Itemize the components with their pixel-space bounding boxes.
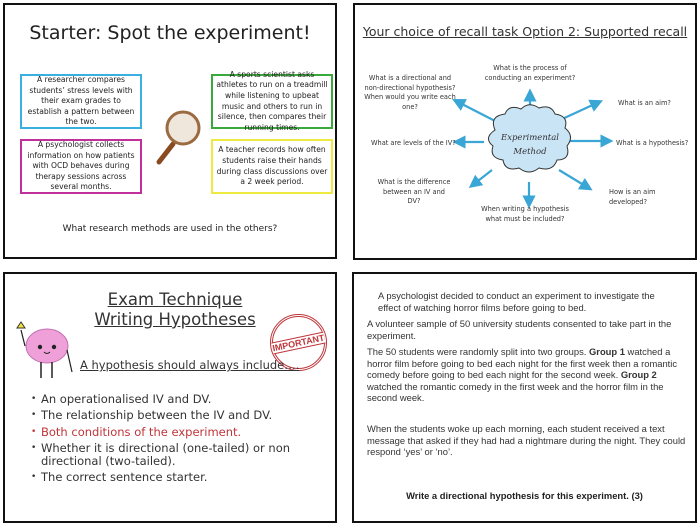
title-line2: Writing Hypotheses: [94, 310, 256, 329]
prompt-hypothesis: What is a hypothesis?: [616, 139, 689, 147]
design-part: The 50 students were randomly split into two groups.: [367, 346, 589, 357]
arrow-upper-left: [458, 102, 497, 122]
slide-title: [65, 290, 285, 330]
subtitle: A hypothesis should always include….: [80, 358, 300, 372]
prompt-levels: What are levels of the IV?: [371, 139, 456, 147]
center-label: [485, 131, 575, 159]
magnifying-glass-icon: [153, 108, 205, 166]
prompt-aim: What is an aim?: [618, 99, 671, 107]
scenario-box-experiment: A sports scientist asks athletes to run on a treadmill while listening to upbeat music and others to run in silence, then compares their running times.: [211, 74, 333, 129]
bullet-item: • The correct sentence starter.: [31, 471, 331, 484]
bullet-item: • Whether it is directional (one-tailed) or non directional (two-tailed).: [31, 442, 331, 468]
slide-exam-technique: [3, 272, 337, 523]
stamp-text: IMPORTANT: [271, 332, 326, 353]
prompt-directional: What is a directional and non-directional hypothesis? When would you write each one?: [364, 74, 456, 111]
design-part: watched a horror film before going to bed each night for the first week then a romantic comedy before going to bed each night for the second week.: [367, 346, 678, 381]
center-label-line2: Method: [513, 147, 547, 157]
intro-text: A psychologist decided to conduct an experiment to investigate the effect of watching horror films before going to bed.: [378, 290, 655, 313]
measure-text: When the students woke up each morning, each student received a text message that asked if they had had a nightmare during the night. They could respond ‘yes’ or ‘no’.: [367, 423, 686, 458]
slide-starter: [3, 3, 337, 259]
scenario-box-correlation: A researcher compares students’ stress levels with their exam grades to establish a pattern between the two.: [20, 74, 142, 129]
title-line1: Exam Technique: [107, 290, 243, 309]
design-text: [367, 346, 689, 404]
question-text: What research methods are used in the others?: [62, 224, 278, 234]
slide-supported-recall: [353, 3, 697, 260]
group2-label: Group 2: [620, 369, 657, 381]
arrow-lower-right: [559, 170, 587, 187]
slide-exam-question: [352, 272, 697, 523]
bullet-item: • The relationship between the IV and DV.: [31, 409, 331, 422]
slide-title: Your choice of recall task Option 2: Supported recall: [362, 24, 688, 39]
slide-title: Starter: Spot the experiment!: [29, 22, 311, 44]
design-part: watched the romantic comedy in the first week and the horror film in the second week.: [367, 380, 664, 404]
prompt-difference: What is the difference between an IV and DV?: [377, 178, 451, 205]
scenario-box-case-study: A psychologist collects information on how patients with OCD behaves during therapy sessions across several months.: [20, 139, 142, 194]
prompt-aim-developed: How is an aim developed?: [609, 188, 656, 206]
prompt-writing: When writing a hypothesis what must be included?: [481, 205, 569, 223]
prompt-process: What is the process of conducting an experiment?: [484, 64, 576, 82]
group1-label: Group 1: [589, 346, 625, 357]
center-label-line1: Experimental: [500, 133, 560, 143]
bullet-item-highlighted: • Both conditions of the experiment.: [31, 426, 331, 439]
scenario-box-observation: A teacher records how often students raise their hands during class discussions over a 2 week period.: [211, 139, 333, 194]
task-text: Write a directional hypothesis for this experiment. (3): [406, 490, 643, 501]
arrow-lower-left: [474, 170, 492, 184]
arrow-upper-right: [560, 103, 597, 120]
bullet-item: • An operationalised IV and DV.: [31, 393, 331, 406]
sample-text: A volunteer sample of 50 university students consented to take part in the experiment.: [367, 318, 672, 341]
brain-mascot-icon: [11, 314, 75, 386]
